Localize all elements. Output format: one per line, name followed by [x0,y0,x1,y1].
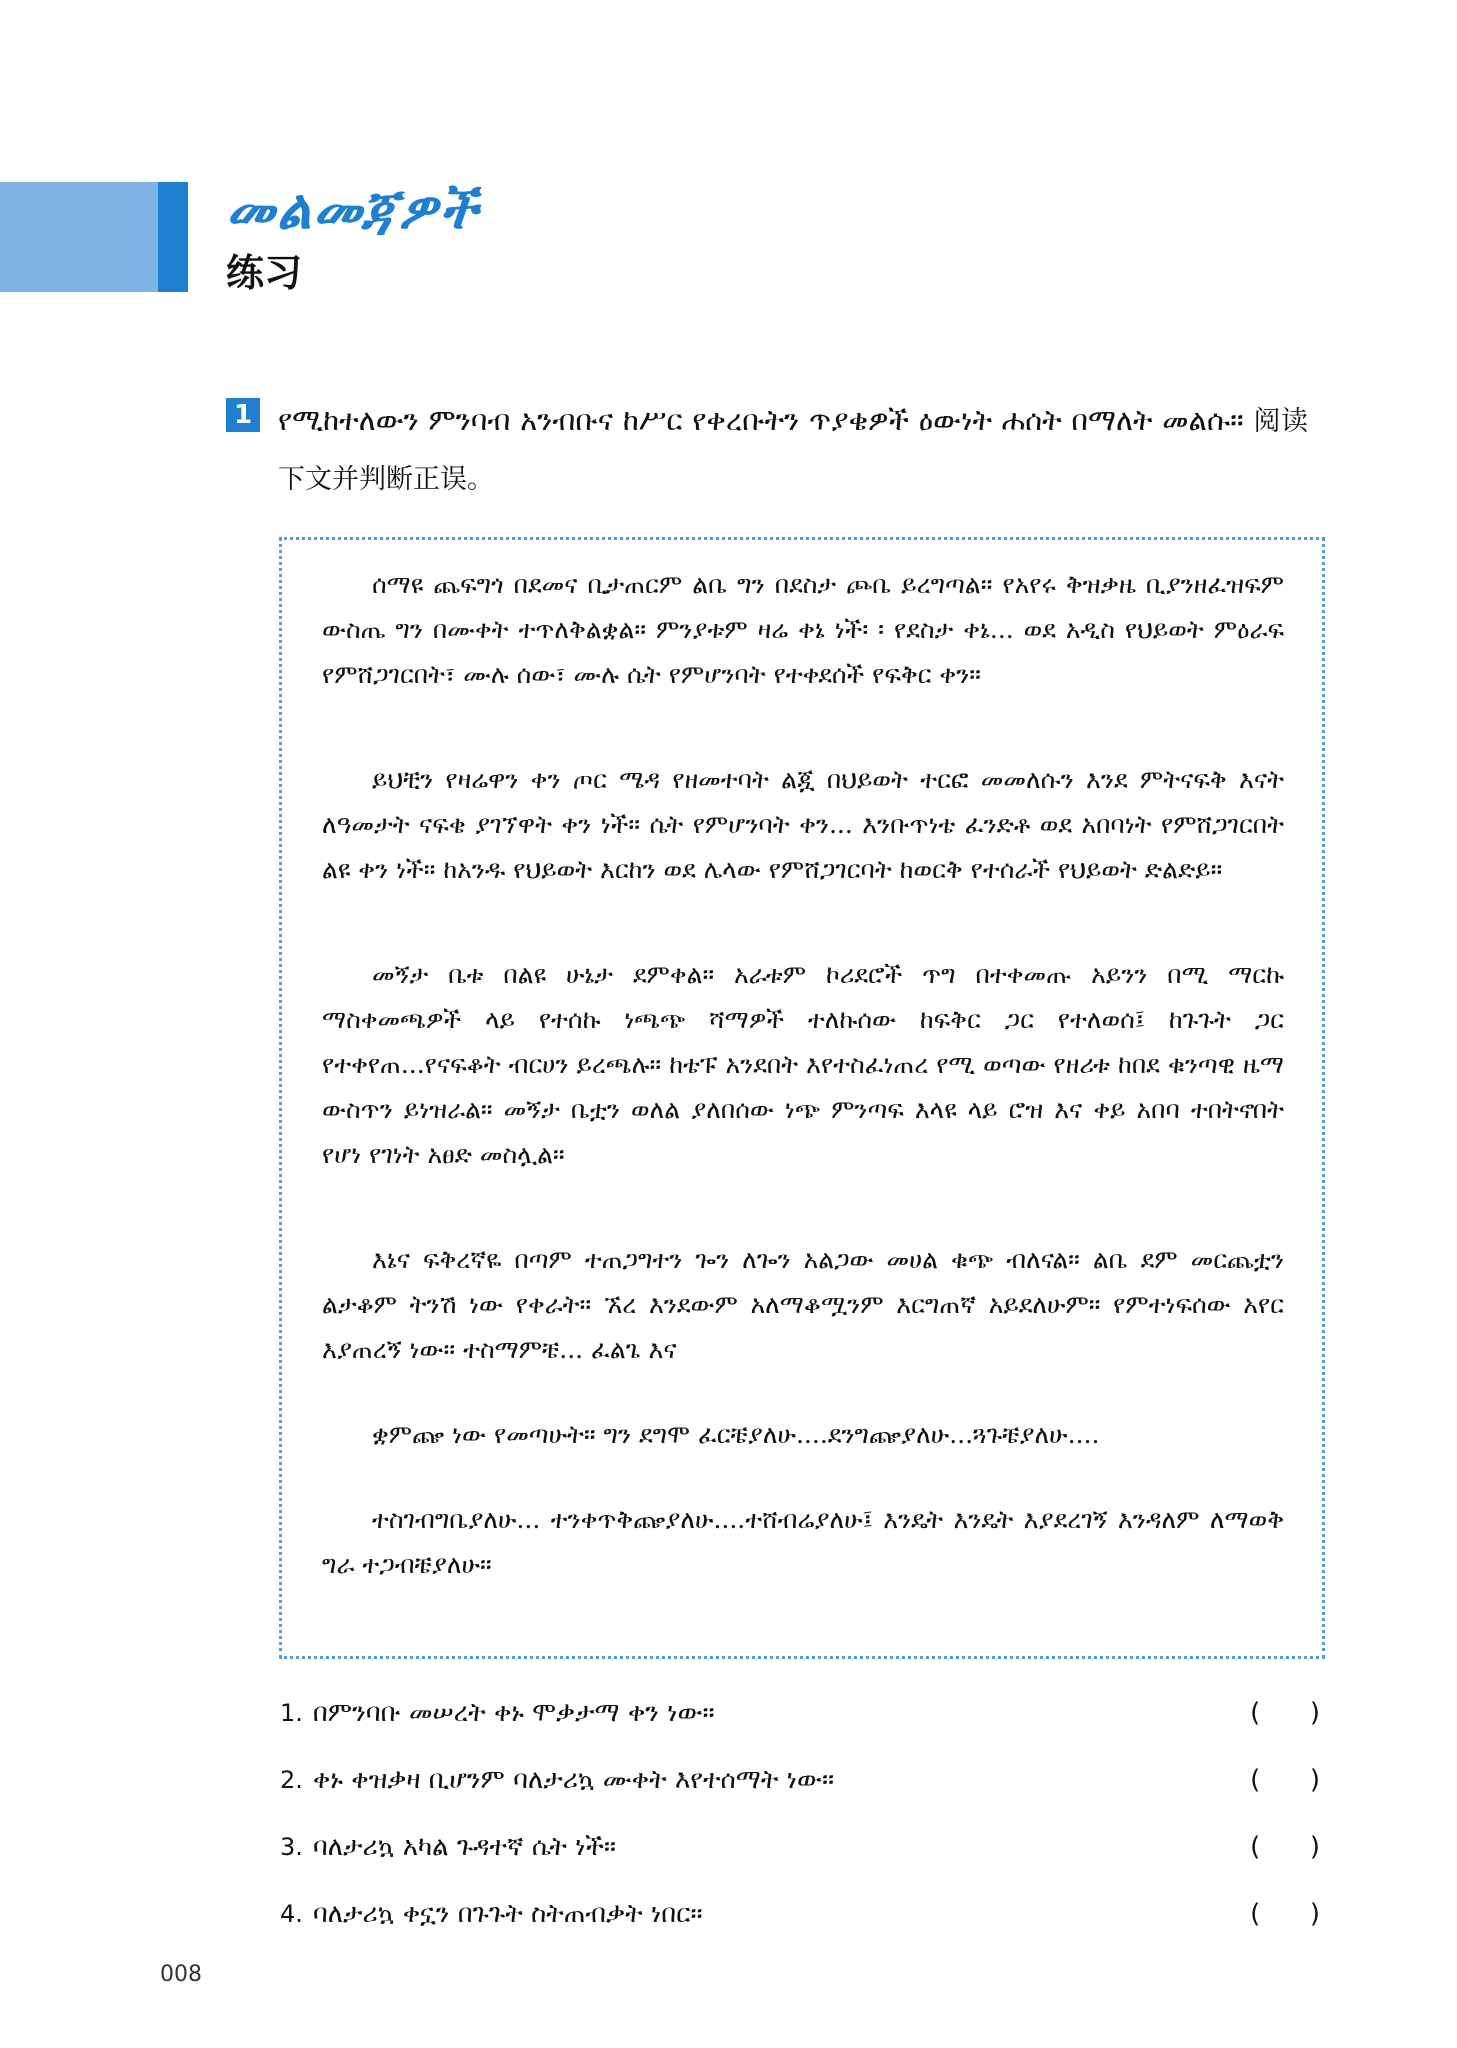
passage-paragraph: እኔና ፍቅረኛዬ በጣም ተጠጋግተን ጐን ለጐን አልጋው መሀል ቁጭ ብለናል። ልቤ ደም መርጨቷን ልታቆም ትንሽ ነው የቀራት። ኧረ እንደውም አለማቆሟንም እርግጠኛ አይደለሁም። የምተነፍሰው አየር እያጠረኝ ነው። ተስማምቼ... ፈልጌ እና [322,1245,1284,1364]
page-number: 008 [160,1962,202,1987]
reading-passage-box [279,537,1325,1659]
statement-item [280,1891,1320,1958]
passage-paragraph: ቋምጬ ነው የመጣሁት። ግን ደግሞ ፈርቼያለሁ....ደንግጬያለሁ...ጓጉቼያለሁ.... [372,1420,1100,1449]
statement-item [280,1824,1320,1891]
section-title-amharic: መልመጃዎች [226,178,480,241]
statement-item [280,1690,1320,1757]
instruction-amharic: የሚከተለውን ምንባብ አንብቡና ከሥር የቀረቡትን ጥያቄዎች ዕውነት ሐሰት በማለት መልሱ። [278,403,1244,437]
question-instruction [278,392,1308,508]
statement-text: ባለታሪኳ ቀኗን በጉጉት ስትጠብቃት ነበር። [312,1899,703,1929]
header-color-band [0,182,158,292]
true-false-statements [280,1690,1320,1958]
statement-text: በምንባቡ መሠረት ቀኑ ሞቃታማ ቀን ነው። [312,1698,715,1728]
passage-paragraph: ሰማዩ ጨፍግጎ በደመና ቢታጠርም ልቤ ግን በደስታ ጮቤ ይረግጣል። የአየሩ ቅዝቃዜ ቢያንዘፈዝፍም ውስጤ ግን በሙቀት ተጥለቅልቋል። ምንያቱም ዛሬ ቀኔ ነች፡ ፡ የደስታ ቀኔ... ወደ አዲስ የህይወት ምዕራፍ የምሸጋገርበት፣ ሙሉ ሰው፣ ሙሉ ሴት የምሆንባት የተቀደሰች የፍቅር ቀን። [322,570,1284,689]
instruction-chinese: 阅读下文并判断正误。 [278,406,1309,495]
header-accent-bar [158,182,188,292]
statement-text: ባለታሪኳ አካል ጉዳተኛ ሴት ነች። [312,1832,617,1862]
section-title-chinese: 练习 [226,251,303,295]
statement-number: 3. [280,1833,303,1861]
answer-blank[interactable]: ( ) [1250,1765,1320,1795]
passage-paragraph: መኝታ ቤቱ በልዩ ሁኔታ ደምቀል። አራቱም ኮሪደሮች ጥግ በተቀመጡ አይንን በሚ ማርኩ ማስቀመጫዎች ላይ የተሰኩ ነጫጭ ሻማዎች ተለኩሰው ከፍቅር ጋር የተለወሰ፤ ከጉጉት ጋር የተቀየጠ...የናፍቆት ብርሀን ይረጫሉ። ከቴፑ አንደበት እየተስፈነጠረ የሚ ወጣው የዘሪቱ ከበደ ቁንጣዊ ዜማ ውስጥን ይነዝራል። መኝታ ቤቷን ወለል ያለበሰው ነጭ ምንጣፍ እላዩ ላይ ሮዝ እና ቀይ አበባ ተበትኖበት የሆነ የገነት አፀድ መስሏል። [322,960,1284,1169]
answer-blank[interactable]: ( ) [1250,1698,1320,1728]
answer-blank[interactable]: ( ) [1250,1899,1320,1929]
statement-number: 4. [280,1900,303,1928]
statement-item [280,1757,1320,1824]
answer-blank[interactable]: ( ) [1250,1832,1320,1862]
passage-paragraph: ተስገብግቤያለሁ... ተንቀጥቅጬያለሁ....ተሸብሬያለሁ፤ እንዴት እንዴት እያደረገኝ እንዳለም ለማወቅ ግራ ተጋብቼያለሁ። [322,1505,1284,1579]
question-number-badge: 1 [226,398,260,432]
statement-number: 2. [280,1766,303,1794]
passage-paragraph: ይህቺን የዛሬዋን ቀን ጦር ሜዳ የዘመተባት ልጇ በህይወት ተርፎ መመለሱን እንደ ምትናፍቅ እናት ለዓመታት ናፍቄ ያገኘዋት ቀን ነች። ሴት የምሆንባት ቀን... እንቡጥነቴ ፈንድቶ ወደ አበባነት የምሸጋገርበት ልዩ ቀን ነች። ከአንዱ የህይወት እርከን ወደ ሌላው የምሸጋገርባት ከወርቅ የተሰራች የህይወት ድልድይ። [322,765,1284,884]
statement-number: 1. [280,1699,303,1727]
statement-text: ቀኑ ቀዝቃዛ ቢሆንም ባለታሪኳ ሙቀት እየተሰማት ነው። [312,1765,835,1795]
